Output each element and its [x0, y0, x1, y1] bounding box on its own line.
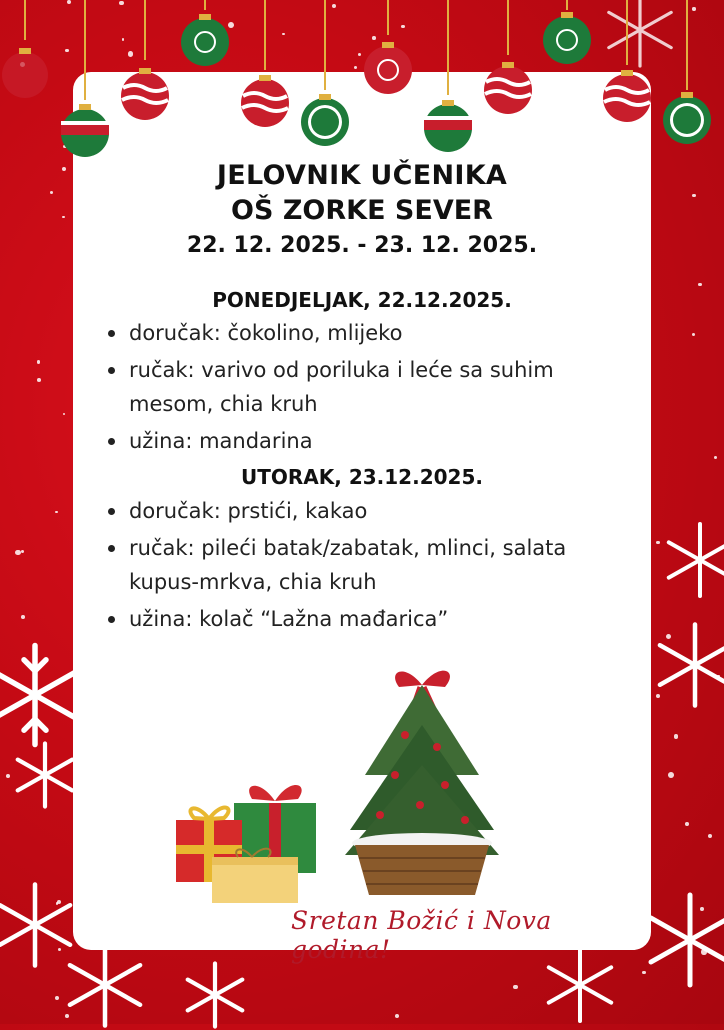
greeting-text: Sretan Božić i Nova godina! [291, 906, 552, 964]
snow-dot [395, 1014, 400, 1019]
snow-dot [63, 413, 65, 415]
list-item: ručak: pileći batak/zabatak, mlinci, salata kupus-mrkva, chia kruh [103, 531, 623, 599]
snow-dot [21, 615, 25, 619]
list-item: ručak: varivo od poriluka i leće sa suhim mesom, chia kruh [103, 353, 623, 421]
day-heading-tuesday: UTORAK, 23.12.2025. [241, 465, 483, 489]
day-heading-monday: PONEDJELJAK, 22.12.2025. [212, 288, 512, 312]
page-title: JELOVNIK UČENIKA [216, 160, 508, 191]
date-range: 22. 12. 2025. - 23. 12. 2025. [186, 233, 538, 258]
list-item: doručak: čokolino, mlijeko [103, 316, 623, 350]
list-item: užina: kolač “Lažna mađarica” [103, 602, 623, 636]
snowflake-icon [10, 740, 80, 810]
snowflake-icon [640, 890, 724, 990]
snow-dot [685, 822, 689, 826]
snowflake-icon [180, 960, 250, 1030]
snow-dot [714, 456, 717, 459]
christmas-tree-illustration [325, 655, 520, 905]
snow-dot [698, 283, 701, 286]
snow-dot [55, 511, 58, 514]
snow-dot [37, 378, 41, 382]
snow-dot [708, 834, 712, 838]
menu-list-monday [103, 316, 623, 461]
school-name: OŠ ZORKE SEVER [231, 195, 493, 226]
snow-dot [21, 550, 24, 553]
snow-dot [15, 550, 20, 555]
snow-dot [62, 167, 66, 171]
snow-dot [55, 996, 59, 1000]
snow-dot [50, 191, 53, 194]
snow-dot [513, 985, 517, 989]
snow-dot [62, 216, 65, 219]
snow-dot [692, 194, 696, 198]
menu-list-tuesday [103, 494, 623, 639]
snowflake-icon [60, 940, 150, 1030]
gift-boxes-illustration [172, 775, 322, 910]
snowflake-icon [660, 520, 724, 600]
snow-dot [668, 772, 674, 778]
snow-dot [692, 333, 696, 337]
hanging-ornaments [0, 0, 724, 160]
snowflake-icon [650, 620, 724, 710]
snow-dot [37, 360, 40, 363]
list-item: užina: mandarina [103, 424, 623, 458]
list-item: doručak: prstići, kakao [103, 494, 623, 528]
ornament-icon [2, 16, 711, 157]
snow-dot [674, 734, 679, 739]
